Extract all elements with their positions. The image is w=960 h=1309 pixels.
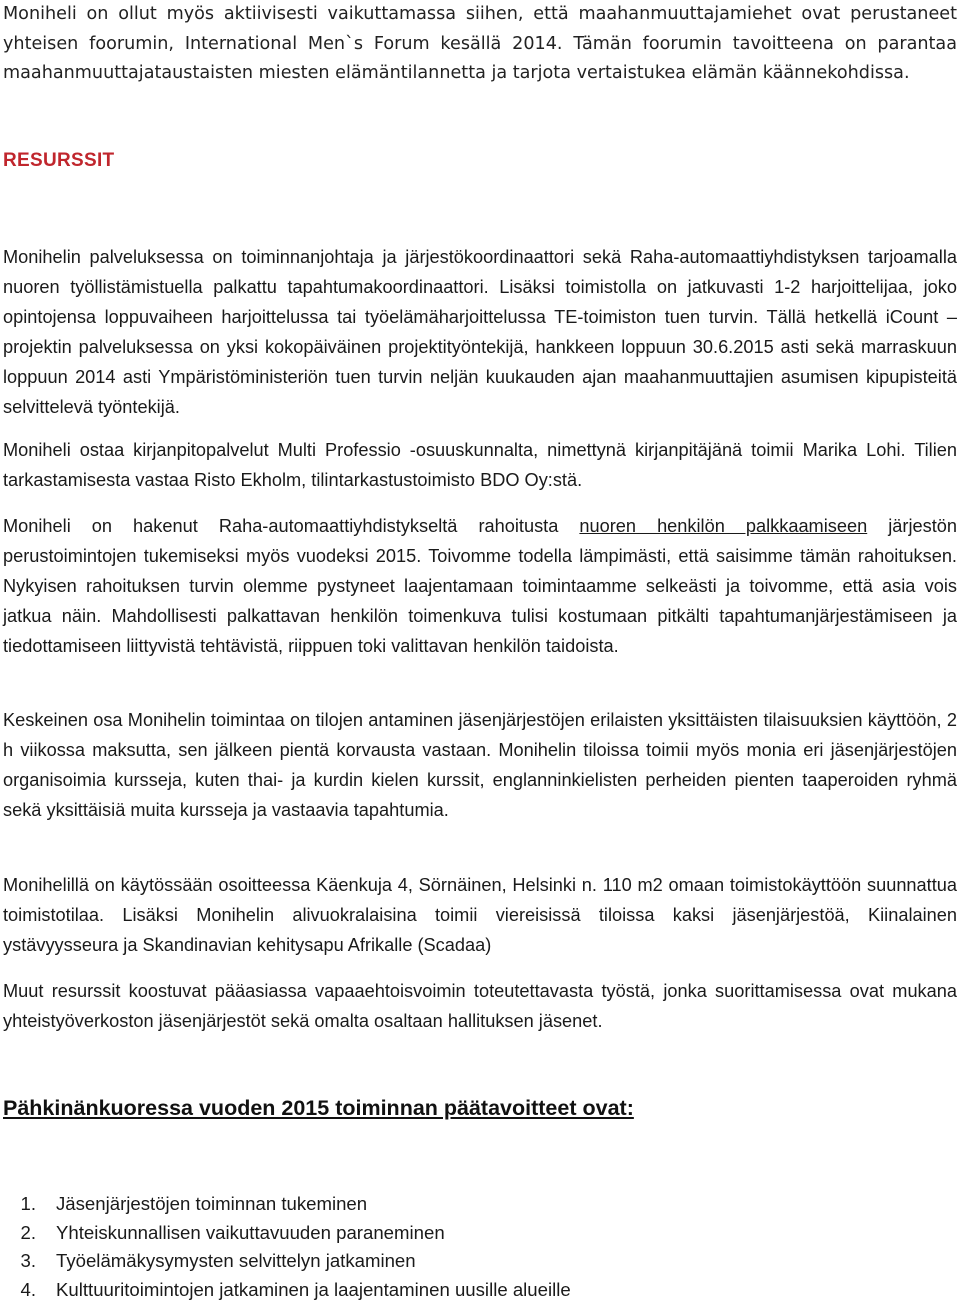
list-item-text: Työelämäkysymysten selvittelyn jatkaminen bbox=[56, 1250, 416, 1272]
list-item bbox=[0, 1219, 571, 1248]
paragraph-accounting: Moniheli ostaa kirjanpitopalvelut Multi Professio -osuuskunnalta, nimettynä kirjanpitäjänä toimii Marika Lohi. Tilien tarkastamisesta vastaa Risto Ekholm, tilintarkastustoimisto BDO Oy:stä. bbox=[3, 440, 957, 490]
paragraph-funding-text-start: Moniheli on hakenut Raha-automaattiyhdistykseltä rahoitusta bbox=[3, 516, 580, 536]
list-item-number: 3. bbox=[20, 1250, 36, 1272]
list-item-number: 4. bbox=[20, 1278, 36, 1300]
list-item bbox=[0, 1247, 571, 1276]
paragraph-staff: Monihelin palveluksessa on toiminnanjohtaja ja järjestökoordinaattori sekä Raha-automaattiyhdistyksen tarjoamalla nuoren työllistämistuella palkattu tapahtumakoordinaattori. Lisäksi toimistolla on jatkuvasti 1-2 harjoittelijaa, joko opintojensa loppuvaiheen harjoittelussa tai työelämäharjoittelussa TE-toimiston tuen turvin. Tällä hetkellä iCount –projektin palveluksessa on yksi kokopäiväinen projektityöntekijä, hankkeen loppuun 30.6.2015 asti sekä marraskuun loppuun 2014 asti Ympäristöministeriön tuen turvin neljän kuukauden ajan maahanmuuttajien asumisen kipupisteitä selvittelevä työntekijä. bbox=[3, 247, 957, 417]
paragraph-other-resources: Muut resurssit koostuvat pääasiassa vapaaehtoisvoimin toteutettavasta työstä, jonka suorittamisessa ovat mukana yhteistyöverkoston jäsenjärjestöt sekä omalta osaltaan hallituksen jäsenet. bbox=[3, 981, 957, 1031]
list-item-number: 1. bbox=[20, 1193, 36, 1214]
goals-list bbox=[0, 1190, 571, 1304]
paragraph-funding-underlined: nuoren henkilön palkkaamiseen bbox=[579, 516, 868, 536]
paragraph-funding-text-end: järjestön perustoimintojen tukemiseksi myös vuodeksi 2015. Toivomme todella lämpimästi, että saisimme tämän rahoituksen. Nykyisen rahoituksen turvin olemme pystyneet laajentamaan toimintaamme selkeästi ja toivomme, että asia vois jatkua näin. Mahdollisesti palkattavan henkilön toimenkuva tulisi kostumaan pitkälti tapahtumanjärjestämiseen ja tiedottamiseen liittyvistä tehtävistä, riippuen toki valittavan henkilön taidoista. bbox=[3, 516, 957, 656]
list-item-text: Kulttuuritoimintojen jatkaminen ja laajentaminen uusille alueille bbox=[56, 1278, 571, 1300]
section-heading-goals: Pähkinänkuoressa vuoden 2015 toiminnan päätavoitteet ovat: bbox=[3, 1096, 634, 1120]
list-item bbox=[0, 1276, 571, 1305]
paragraph-funding bbox=[3, 511, 957, 661]
paragraph-premises-use: Keskeinen osa Monihelin toimintaa on tilojen antaminen jäsenjärjestöjen erilaisten yksittäisten tilaisuuksien käyttöön, 2 h viikossa maksutta, sen jälkeen pientä korvausta vastaan. Monihelin tiloissa toimii myös monia eri jäsenjärjestöjen organisoimia kursseja, kuten thai- ja kurdin kielen kurssit, englanninkielisten perheiden pienten taaperoiden ryhmä sekä yksittäisiä muita kursseja ja vastaavia tapahtumia. bbox=[3, 710, 957, 820]
paragraph-office-location: Monihelillä on käytössään osoitteessa Käenkuja 4, Sörnäinen, Helsinki n. 110 m2 omaan toimistokäyttöön suunnattua toimistotilaa. Lisäksi Monihelin alivuokralaisina toimii viereisissä tiloissa kaksi jäsenjärjestöä, Kiinalainen ystävyysseura ja Skandinavian kehitysapu Afrikalle (Scadaa) bbox=[3, 875, 957, 955]
list-item-text: Jäsenjärjestöjen toiminnan tukeminen bbox=[56, 1193, 368, 1214]
list-item bbox=[0, 1190, 571, 1219]
list-item-text: Yhteiskunnallisen vaikuttavuuden paraneminen bbox=[56, 1221, 445, 1243]
intro-paragraph: Moniheli on ollut myös aktiivisesti vaikuttamassa siihen, että maahanmuuttajamiehet ovat perustaneet yhteisen foorumin, International Men`s Forum kesällä 2014. Tämän foorumin tavoitteena on parantaa maahanmuuttajataustaisten miesten elämäntilannetta ja tarjota vertaistukea elämän käännekohdissa. bbox=[3, 4, 957, 83]
list-item-number: 2. bbox=[20, 1221, 36, 1243]
section-heading-resurssit: RESURSSIT bbox=[3, 150, 115, 171]
